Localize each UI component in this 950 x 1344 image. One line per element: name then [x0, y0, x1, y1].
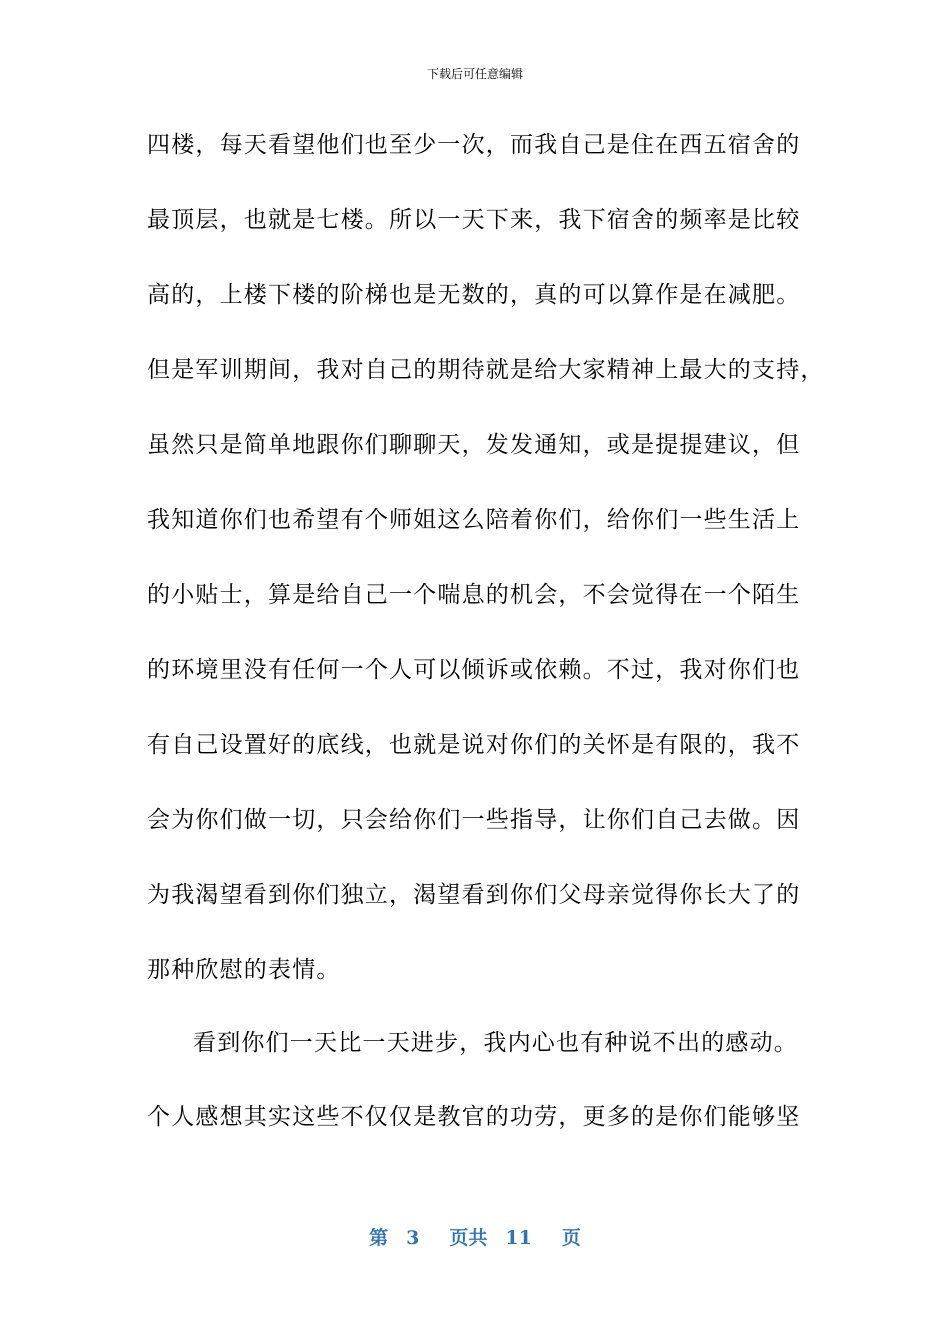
body-line: 四楼，每天看望他们也至少一次，而我自己是住在西五宿舍的: [147, 132, 801, 158]
body-line: 会为你们做一切，只会给你们一些指导，让你们自己去做。因: [147, 807, 801, 833]
body-line: 最顶层，也就是七楼。所以一天下来，我下宿舍的频率是比较: [147, 207, 801, 233]
footer-current-page: 3: [406, 1227, 420, 1249]
body-line: 有自己设置好的底线，也就是说对你们的关怀是有限的，我不: [147, 732, 801, 758]
body-line: 的环境里没有任何一个人可以倾诉或依赖。不过，我对你们也: [147, 657, 801, 683]
page-header: 下载后可任意编辑: [426, 67, 523, 81]
body-line: 虽然只是简单地跟你们聊聊天，发发通知，或是提提建议，但: [147, 432, 801, 458]
footer-suffix: 页: [561, 1227, 581, 1249]
body-line: 为我渴望看到你们独立，渴望看到你们父母亲觉得你长大了的: [147, 882, 801, 908]
footer-total-pages: 11: [505, 1227, 532, 1249]
body-line: 个人感想其实这些不仅仅是教官的功劳，更多的是你们能够坚: [147, 1104, 801, 1130]
body-line: 那种欣慰的表情。: [147, 957, 341, 983]
body-line: 高的，上楼下楼的阶梯也是无数的，真的可以算作是在减肥。: [147, 282, 801, 308]
footer-middle: 页共: [449, 1227, 488, 1249]
body-line: 我知道你们也希望有个师姐这么陪着你们，给你们一些生活上: [147, 507, 801, 533]
body-line: 的小贴士，算是给自己一个喘息的机会，不会觉得在一个陌生: [147, 582, 801, 608]
paragraph-first-line: 看到你们一天比一天进步，我内心也有种说不出的感动。: [193, 1030, 798, 1056]
footer-prefix: 第: [369, 1227, 389, 1249]
page-footer: [0, 1226, 950, 1250]
body-line: 但是军训期间，我对自己的期待就是给大家精神上最大的支持，: [147, 357, 825, 383]
